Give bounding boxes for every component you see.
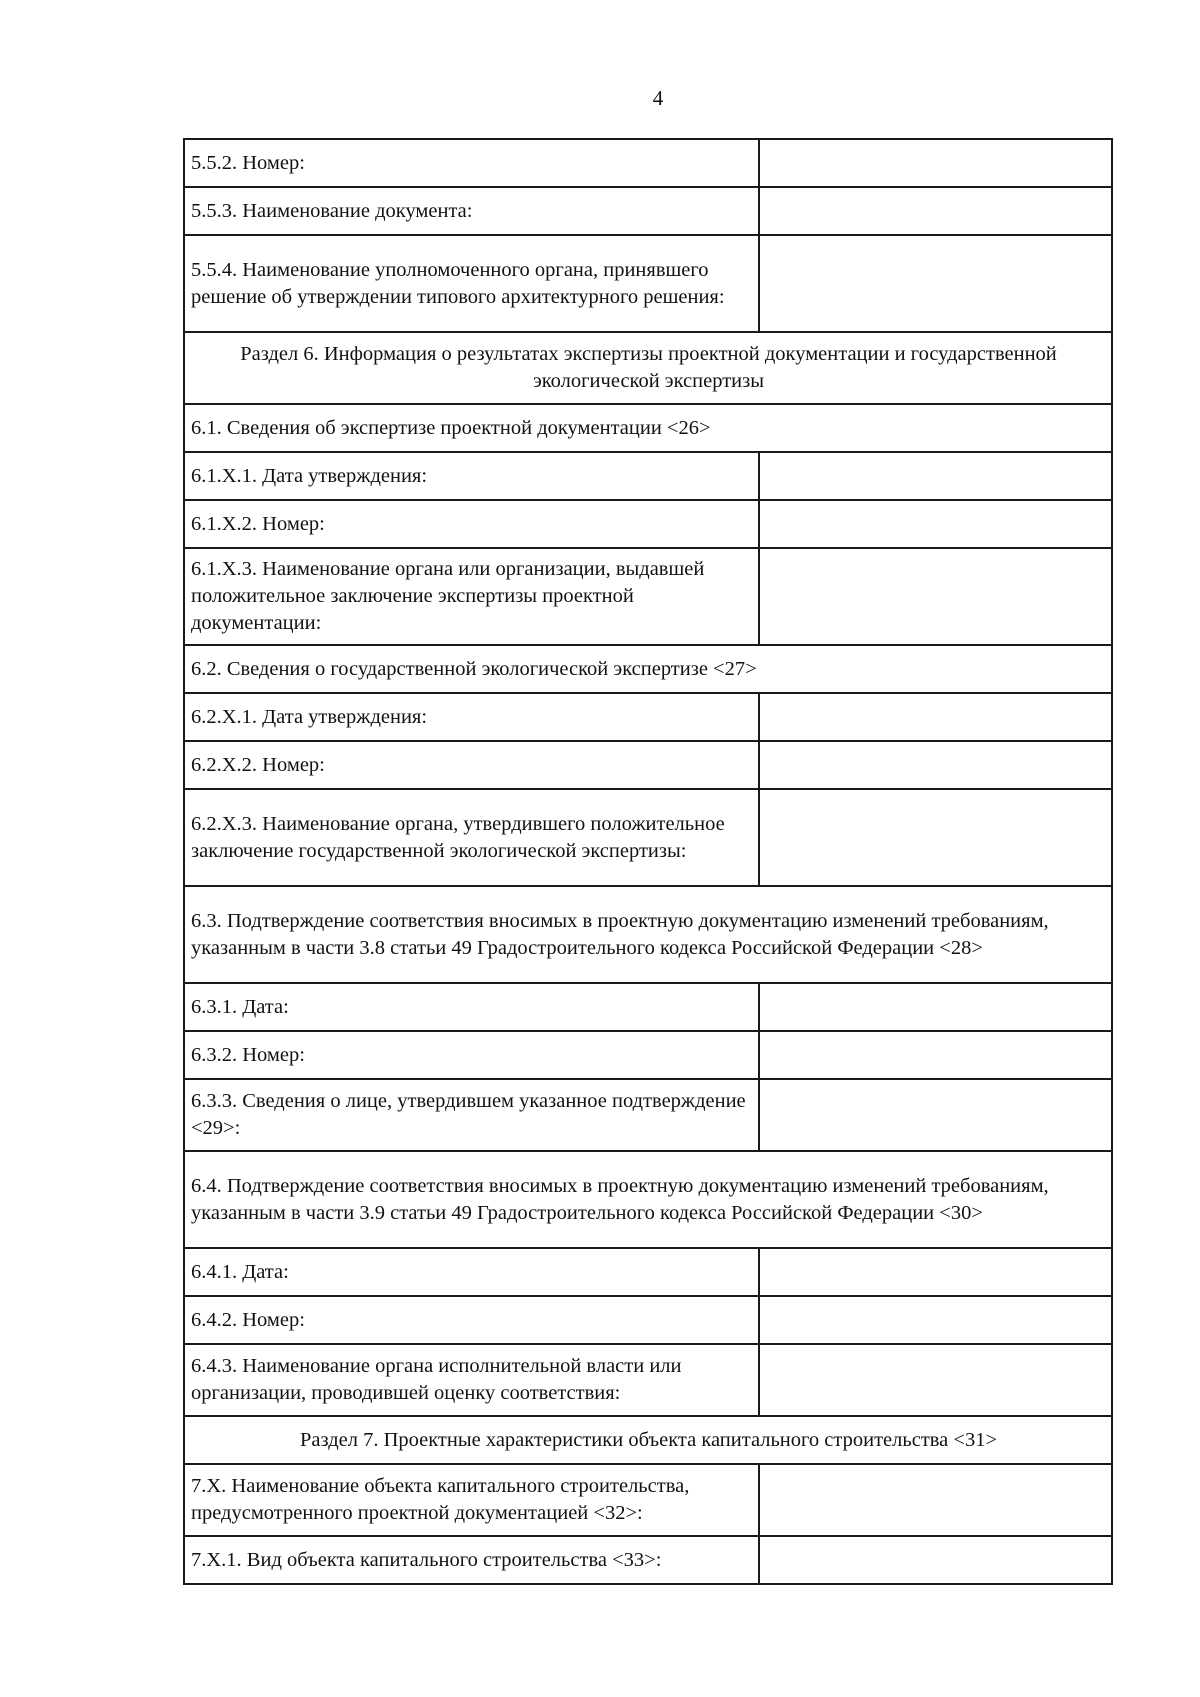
field-value-cell[interactable] — [759, 187, 1112, 235]
field-label: 5.5.2. Номер: — [184, 139, 759, 187]
field-label: 7.X.1. Вид объекта капитального строительства <33>: — [184, 1536, 759, 1584]
table-row — [184, 332, 1112, 404]
field-value-cell[interactable] — [759, 741, 1112, 789]
field-label: 6.3.2. Номер: — [184, 1031, 759, 1079]
field-value-cell[interactable] — [759, 1536, 1112, 1584]
table-row — [184, 1464, 1112, 1536]
field-label: 6.4.2. Номер: — [184, 1296, 759, 1344]
table-row — [184, 452, 1112, 500]
field-value-cell[interactable] — [759, 452, 1112, 500]
field-label: 5.5.4. Наименование уполномоченного органа, принявшего решение об утверждении типового архитектурного решения: — [184, 235, 759, 332]
table-row — [184, 500, 1112, 548]
subsection-title: 6.1. Сведения об экспертизе проектной документации <26> — [184, 404, 1112, 452]
table-row — [184, 404, 1112, 452]
field-value-cell[interactable] — [759, 139, 1112, 187]
field-value-cell[interactable] — [759, 1296, 1112, 1344]
field-value-cell[interactable] — [759, 1079, 1112, 1151]
field-value-cell[interactable] — [759, 789, 1112, 886]
field-value-cell[interactable] — [759, 500, 1112, 548]
table-row — [184, 235, 1112, 332]
field-value-cell[interactable] — [759, 983, 1112, 1031]
field-label: 6.2.X.1. Дата утверждения: — [184, 693, 759, 741]
field-value-cell[interactable] — [759, 1031, 1112, 1079]
table-row — [184, 1536, 1112, 1584]
table-row — [184, 693, 1112, 741]
field-value-cell[interactable] — [759, 1464, 1112, 1536]
table-row — [184, 1296, 1112, 1344]
table-row — [184, 1416, 1112, 1464]
table-row — [184, 548, 1112, 645]
form-table — [183, 138, 1113, 1585]
field-label: 6.1.X.3. Наименование органа или организации, выдавшей положительное заключение экспертизы проектной документации: — [184, 548, 759, 645]
section-heading: Раздел 7. Проектные характеристики объекта капитального строительства <31> — [184, 1416, 1112, 1464]
field-label: 7.X. Наименование объекта капитального строительства, предусмотренного проектной документацией <32>: — [184, 1464, 759, 1536]
field-label: 6.1.X.1. Дата утверждения: — [184, 452, 759, 500]
table-row — [184, 1344, 1112, 1416]
table-row — [184, 789, 1112, 886]
table-row — [184, 886, 1112, 983]
form-table-body — [184, 139, 1112, 1584]
table-row — [184, 139, 1112, 187]
field-label: 6.3.3. Сведения о лице, утвердившем указанное подтверждение <29>: — [184, 1079, 759, 1151]
table-row — [184, 645, 1112, 693]
table-row — [184, 1248, 1112, 1296]
field-value-cell[interactable] — [759, 693, 1112, 741]
subsection-title: 6.4. Подтверждение соответствия вносимых в проектную документацию изменений требованиям, указанным в части 3.9 статьи 49 Градостроительного кодекса Российской Федерации <30> — [184, 1151, 1112, 1248]
page-number: 4 — [652, 86, 664, 110]
field-label: 6.1.X.2. Номер: — [184, 500, 759, 548]
field-label: 6.4.3. Наименование органа исполнительной власти или организации, проводившей оценку соответствия: — [184, 1344, 759, 1416]
subsection-title: 6.2. Сведения о государственной экологической экспертизе <27> — [184, 645, 1112, 693]
field-label: 5.5.3. Наименование документа: — [184, 187, 759, 235]
field-value-cell[interactable] — [759, 235, 1112, 332]
field-label: 6.2.X.3. Наименование органа, утвердившего положительное заключение государственной экологической экспертизы: — [184, 789, 759, 886]
section-heading: Раздел 6. Информация о результатах экспертизы проектной документации и государственной экологической экспертизы — [184, 332, 1112, 404]
field-value-cell[interactable] — [759, 1344, 1112, 1416]
table-row — [184, 187, 1112, 235]
field-value-cell[interactable] — [759, 1248, 1112, 1296]
field-label: 6.3.1. Дата: — [184, 983, 759, 1031]
field-value-cell[interactable] — [759, 548, 1112, 645]
subsection-title: 6.3. Подтверждение соответствия вносимых в проектную документацию изменений требованиям, указанным в части 3.8 статьи 49 Градостроительного кодекса Российской Федерации <28> — [184, 886, 1112, 983]
field-label: 6.4.1. Дата: — [184, 1248, 759, 1296]
table-row — [184, 983, 1112, 1031]
table-row — [184, 1079, 1112, 1151]
table-row — [184, 741, 1112, 789]
table-row — [184, 1151, 1112, 1248]
table-row — [184, 1031, 1112, 1079]
field-label: 6.2.X.2. Номер: — [184, 741, 759, 789]
